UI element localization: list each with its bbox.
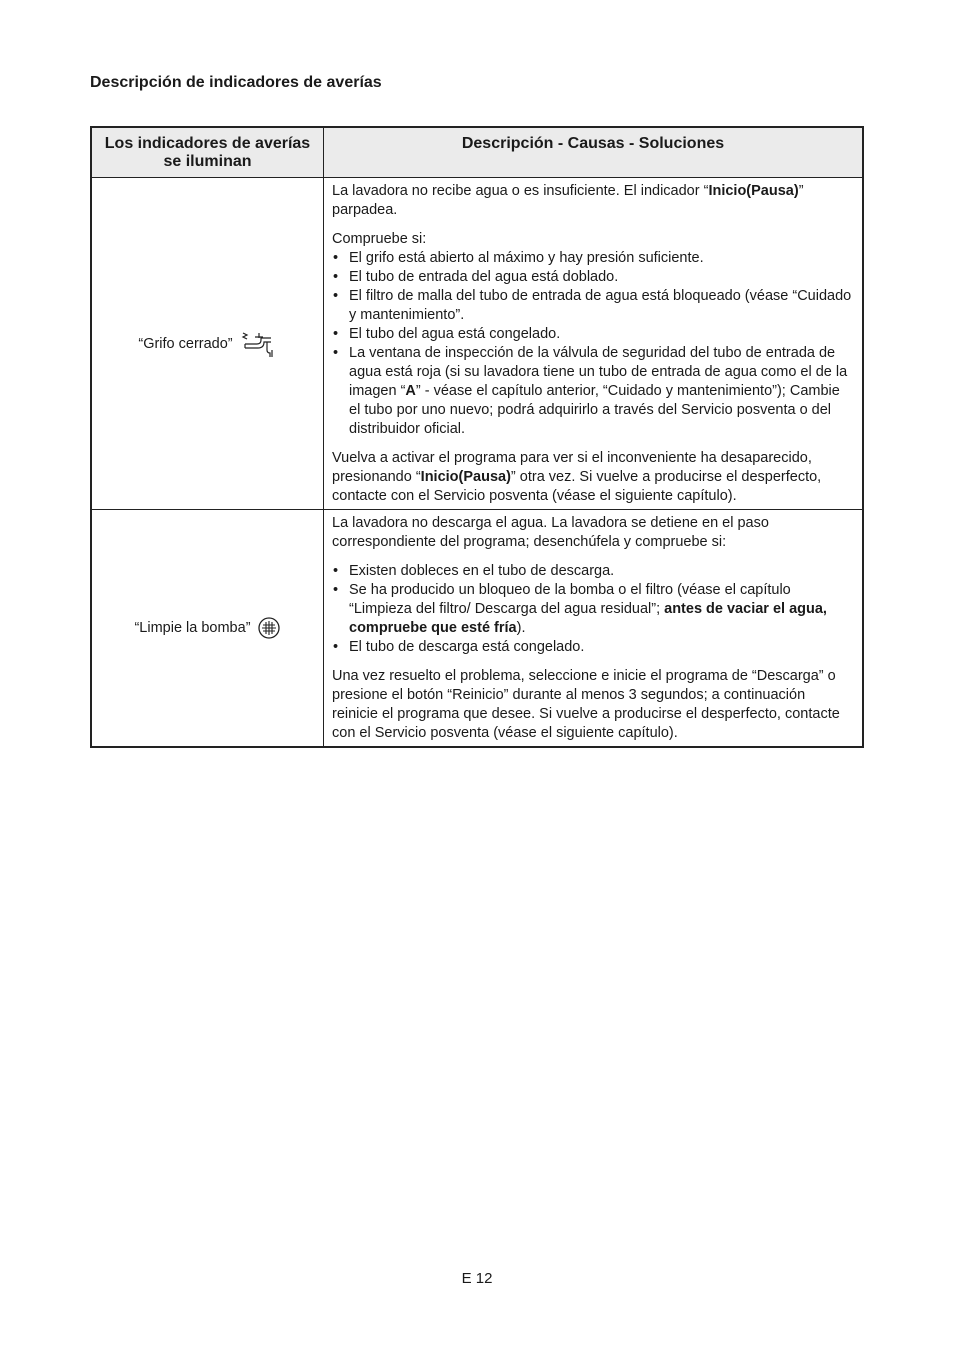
- list-item-text-end: ).: [516, 620, 526, 636]
- row2-intro-text: La lavadora no descarga el agua. La lavadora se detiene en el paso correspondiente del programa; desenchúfela y compruebe si:: [332, 515, 769, 550]
- page-title: Descripción de indicadores de averías: [90, 74, 382, 91]
- image-reference: A: [405, 383, 416, 399]
- row1-intro-text-end: ” parpadea.: [332, 183, 804, 218]
- header-description: Descripción - Causas - Soluciones: [324, 127, 864, 178]
- list-item: • El grifo está abierto al máximo y hay presión suficiente.: [332, 249, 854, 268]
- list-item: • El tubo de descarga está congelado.: [332, 638, 854, 657]
- list-item: • El tubo del agua está congelado.: [332, 325, 854, 344]
- indicator-label-tap: “Grifo cerrado”: [138, 335, 233, 352]
- page-number: E 12: [461, 1270, 493, 1287]
- check-list: [332, 562, 854, 657]
- list-item-text: La ventana de inspección de la válvula de seguridad del tubo de entrada de agua está roja (si su lavadora tiene un tubo de entrada de agua como el de la imagen “: [349, 345, 848, 399]
- warning-text: antes de vaciar el agua, compruebe que esté fría: [349, 601, 827, 636]
- table-row: [91, 510, 863, 748]
- tap-closed-icon: [239, 329, 277, 359]
- description-cell: [324, 510, 864, 748]
- indicator-cell: [91, 510, 324, 748]
- pump-filter-icon: [257, 616, 281, 640]
- row1-restart-text-end: ” otra vez. Si vuelve a producirse el desperfecto, contacte con el Servicio posventa (véase el siguiente capítulo).: [332, 469, 822, 504]
- table-header-row: [91, 127, 863, 178]
- list-item: [332, 581, 854, 638]
- table-row: [91, 178, 863, 510]
- check-list: [332, 249, 854, 439]
- fault-indicators-table: [90, 126, 864, 748]
- row2-resolution-text: Una vez resuelto el problema, seleccione e inicie el programa de “Descarga” o presione el botón “Reinicio” durante al menos 3 segundos; a continuación reinicie el programa que desee. Si vuelve a producirse el desperfecto, contacte con el Servicio posventa (véase el siguiente capítulo).: [332, 668, 840, 741]
- list-item: • El filtro de malla del tubo de entrada de agua está bloqueado (véase “Cuidado y mantenimiento”.: [332, 287, 854, 325]
- indicator-cell: [91, 178, 324, 510]
- list-item-text-end: ” - véase el capítulo anterior, “Cuidado y mantenimiento”); Cambie el tubo por uno nuevo; podrá adquirirlo a través del Servicio posventa o del distribuidor oficial.: [349, 383, 840, 437]
- check-intro: Compruebe si:: [332, 231, 427, 247]
- list-item-text: Se ha producido un bloqueo de la bomba o el filtro (véase el capítulo “Limpieza del filtro/ Descarga del agua residual”;: [349, 582, 791, 617]
- start-pause-label: Inicio(Pausa): [708, 183, 799, 199]
- list-item: [332, 344, 854, 439]
- list-item: • Existen dobleces en el tubo de descarga.: [332, 562, 854, 581]
- list-item: • El tubo de entrada del agua está doblado.: [332, 268, 854, 287]
- row1-restart-text: Vuelva a activar el programa para ver si el inconveniente ha desaparecido, presionando “: [332, 450, 812, 485]
- row1-intro-text: La lavadora no recibe agua o es insuficiente. El indicador “: [332, 183, 709, 199]
- header-indicators: Los indicadores de averías se iluminan: [91, 127, 324, 178]
- indicator-label-pump: “Limpie la bomba”: [134, 620, 251, 636]
- start-pause-label: Inicio(Pausa): [420, 469, 511, 485]
- description-cell: [324, 178, 864, 510]
